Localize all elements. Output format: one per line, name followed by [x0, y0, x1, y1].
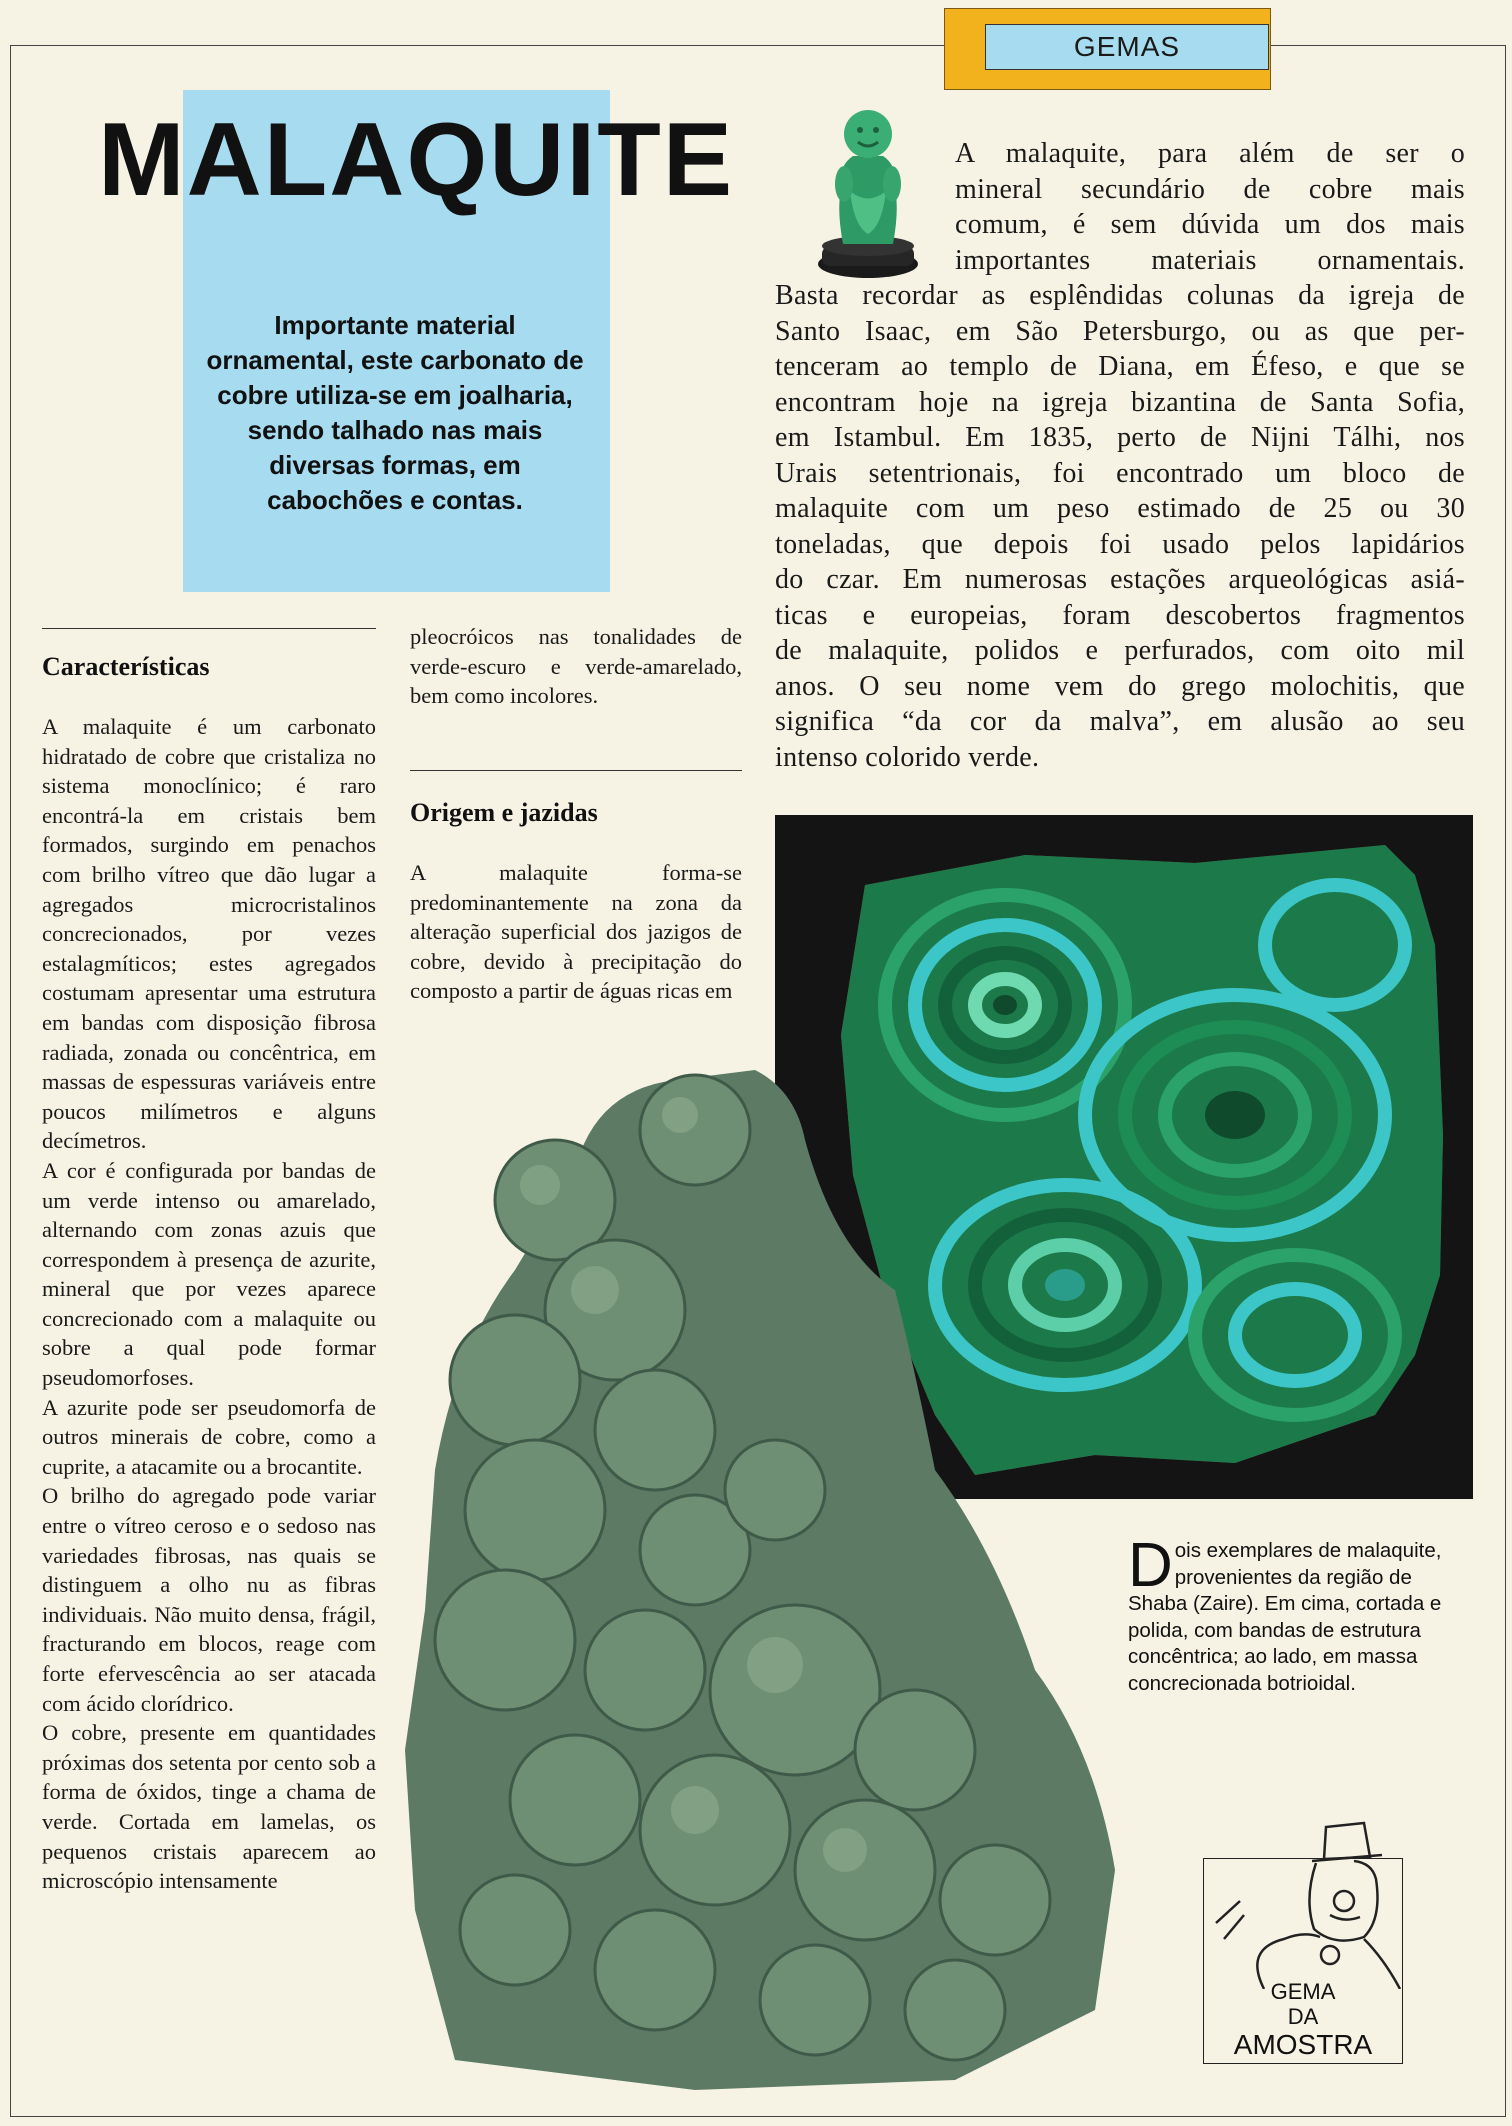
page-title: MALAQUITE: [98, 102, 735, 218]
paragraph: A cor é configurada por bandas de um verde intenso ou amarelado, alternando com zonas azuis que correspondem à presença de azurite, mineral que por vezes aparece concrecionado com a malaquite ou sobre a qual pode formar pseudomorfoses.: [42, 1157, 376, 1391]
intro-line: do czar. Em numerosas estações arqueológicas asiá-: [775, 564, 1465, 595]
gem-expert-illustration: [1204, 1819, 1404, 1989]
caption-dropcap: D: [1128, 1531, 1173, 1600]
photo-caption: [1128, 1531, 1448, 1697]
section-divider: [42, 628, 376, 629]
section-divider: [410, 770, 742, 771]
caption-text: ois exemplares de malaquite, provenientes da região de Shaba (Zaire). Em cima, cortada e polida, com bandas de estrutura concêntrica; ao lado, em massa concrecionada botrioidal.: [1128, 1539, 1442, 1695]
intro-line: A malaquite, para além de ser o: [955, 138, 1465, 169]
intro-line: mineral secundário de cobre mais: [955, 173, 1465, 205]
stamp-line-amostra: AMOSTRA: [1233, 2029, 1373, 2060]
intro-line: de malaquite, polidos e perfurados, com oito mil: [775, 635, 1465, 666]
paragraph: O cobre, presente em quantidades próximas dos setenta por cento sob a forma de óxidos, tinge a chama de verde. Cortada em lamelas, os pequenos cristais aparecem ao microscópio intensamente: [42, 1720, 376, 1894]
gem-sample-stamp: [1203, 1858, 1403, 2064]
intro-line: em Istambul. Em 1835, perto de Nijni Tálhi, nos: [775, 422, 1465, 453]
intro-line: toneladas, que depois foi usado pelos lapidários: [775, 528, 1465, 560]
intro-line: malaquite com um peso estimado de 25 ou 30: [775, 493, 1465, 524]
intro-line: encontram hoje na igreja bizantina de Santa Sofia,: [775, 386, 1465, 418]
intro-line: Santo Isaac, em São Petersburgo, ou as que per-: [775, 315, 1465, 347]
intro-line: comum, é sem dúvida um dos mais: [955, 209, 1465, 240]
intro-line: Urais setentrionais, foi encontrado um bloco de: [775, 457, 1465, 489]
heading-caracteristicas: Características: [42, 652, 210, 681]
paragraph: A azurite pode ser pseudomorfa de outros minerais de cobre, como a cuprite, a atacamite ou a brocantite.: [42, 1394, 376, 1479]
heading-origem: Origem e jazidas: [410, 798, 598, 827]
intro-line: ticas e europeias, foram descobertos fragmentos: [775, 599, 1465, 631]
intro-line: intenso colorido verde.: [775, 741, 1040, 773]
intro-line: significa “da cor da malva”, em alusão ao seu: [775, 706, 1465, 737]
intro-line: importantes materiais ornamentais.: [955, 244, 1465, 276]
intro-line: Basta recordar as esplêndidas colunas da igreja de: [775, 280, 1465, 311]
stamp-line-da: DA: [1287, 2004, 1319, 2029]
intro-line: tenceram ao templo de Diana, em Éfeso, e que se: [775, 351, 1465, 382]
botryoidal-malachite-image: [395, 1050, 1135, 2100]
paragraph: O brilho do agregado pode variar entre o vítreo ceroso e o sedoso nas variedades fibrosas, nas quais se distinguem a olho nu as fibras individuais. Não muito densa, frágil, fracturando em blocos, reage com forte efervescência ao ser atacada com ácido clorídrico.: [42, 1483, 376, 1716]
section-tab: GEMAS: [985, 24, 1269, 70]
lede-text: Importante material ornamental, este carbonato de cobre utiliza-se em joalharia, sendo talhado nas mais diversas formas, em cabochões e contas.: [206, 310, 584, 515]
origem-text: A malaquite forma-se predominantemente na zona da alteração superficial dos jazigos de cobre, devido à precipitação do composto a partir de águas ricas em: [410, 860, 742, 1004]
paragraph: A malaquite é um carbonato hidratado de cobre que cristaliza no sistema monoclínico; é raro encontrá-la em cristais bem formados, surgindo em penachos com brilho vítreo que dão lugar a agregados microcristalinos concrecionados, por vezes estalagmíticos; estes agregados costumam apresentar uma estrutura em bandas com disposição fibrosa radiada, zonada ou concêntrica, em massas de espessuras variáveis entre poucos milímetros e alguns decímetros.: [42, 714, 376, 1154]
caracteristicas-text: [42, 712, 376, 1896]
intro-text: [775, 136, 1465, 775]
stamp-line-gema: GEMA: [1270, 1979, 1336, 2004]
intro-line: anos. O seu nome vem do grego molochitis, que: [775, 670, 1465, 702]
continuation-text: pleocróicos nas tonalidades de verde-escuro e verde-amarelado, bem como incolores.: [410, 624, 742, 709]
